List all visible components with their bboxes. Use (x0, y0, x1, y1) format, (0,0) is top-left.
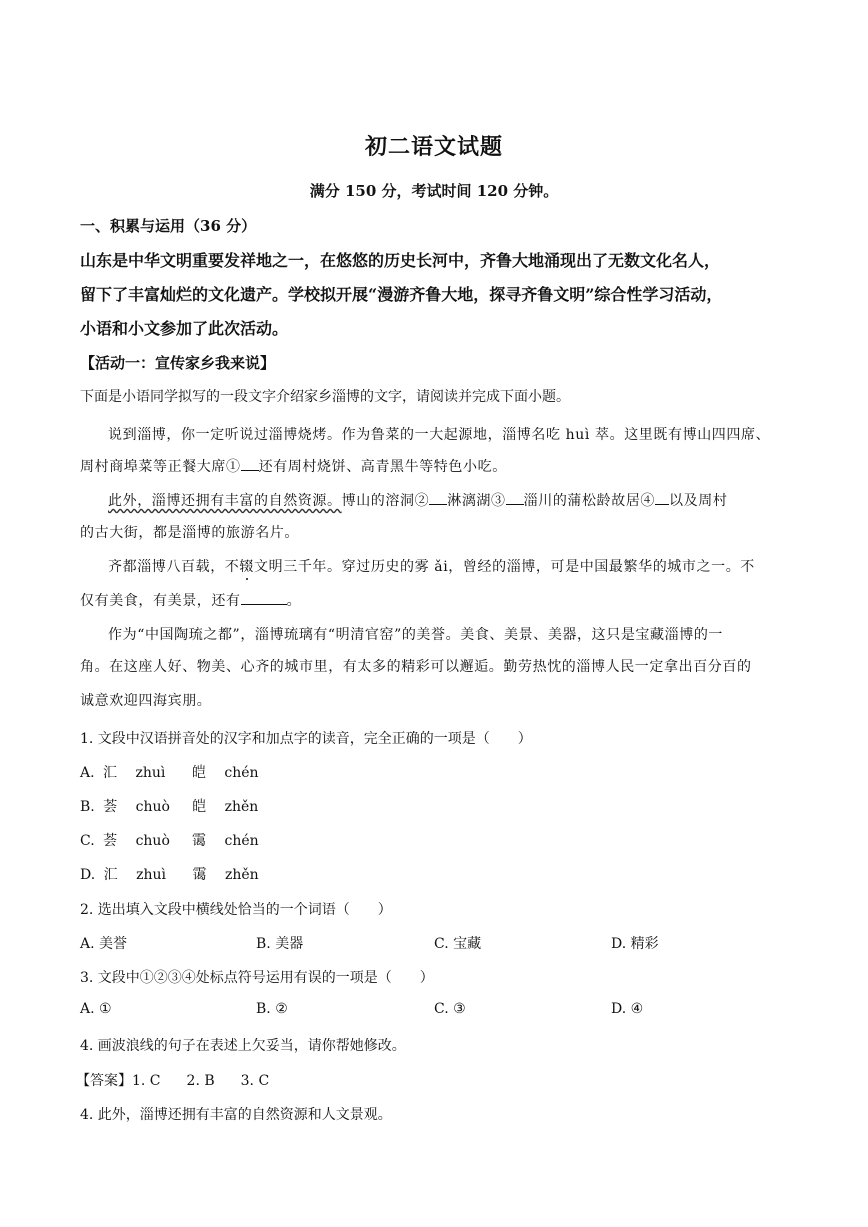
punctuation-blank (429, 490, 447, 505)
section-heading: 一、积累与运用（36 分） (80, 217, 257, 235)
option-letter: D. (80, 867, 96, 883)
answer-2: 2. B (186, 1073, 215, 1089)
q3-option-b: B. ② (256, 1001, 288, 1017)
dotted-character: 辍 (239, 559, 255, 575)
option-pinyin: zhuì (136, 867, 166, 883)
activity-heading: 【活动一：宣传家乡我来说】 (80, 354, 276, 372)
passage-text: 周村商埠菜等正餐大席① (80, 459, 241, 475)
exam-subtitle: 满分 150 分，考试时间 120 分钟。 (309, 182, 559, 200)
q1-option-a (80, 762, 259, 782)
q1-option-d (80, 864, 259, 884)
answer-line (76, 1070, 269, 1090)
punctuation-blank (655, 490, 669, 505)
passage-text: 还有周村烧饼、高青黑牛等特色小吃。 (258, 459, 507, 475)
passage-line (108, 490, 727, 510)
q1-option-c (80, 830, 259, 850)
punctuation-blank (241, 456, 259, 471)
option-char: 霭 (192, 833, 207, 849)
q3-option-d: D. ④ (611, 1001, 644, 1017)
passage-line: 作为“中国陶琉之都”，淄博琉璃有“明清官窑”的美誉。美食、美景、美器，这只是宝藏淄博的一 (108, 627, 724, 643)
passage-text: 淋漓湖③ (447, 493, 506, 509)
passage-text: 博山的溶洞② (341, 493, 430, 509)
option-letter: C. (80, 833, 95, 849)
q3-option-c: C. ③ (434, 1001, 466, 1017)
passage-text: 以及周村 (669, 493, 728, 509)
intro-line-1: 山东是中华文明重要发祥地之一，在悠悠的历史长河中，齐鲁大地涌现出了无数文化名人， (80, 251, 721, 270)
option-pinyin: chén (224, 833, 259, 849)
passage-text: 文明三千年。穿过历史的雾 ǎi，曾经的淄博，可是中国最繁华的城市之一。不 (254, 559, 755, 575)
q2-option-c: C. 宝藏 (434, 936, 482, 952)
page-title: 初二语文试题 (364, 134, 503, 160)
passage-text: 齐都淄博八百载，不 (108, 559, 240, 575)
option-char: 汇 (103, 765, 118, 781)
instruction-text: 下面是小语同学拟写的一段文字介绍家乡淄博的文字，请阅读并完成下面小题。 (80, 389, 570, 405)
option-char: 荟 (103, 799, 118, 815)
q1-option-b (80, 796, 258, 816)
punctuation-blank (506, 490, 524, 505)
passage-line (108, 556, 755, 576)
passage-line: 诚意欢迎四海宾朋。 (80, 693, 212, 709)
option-char: 汇 (103, 867, 118, 883)
intro-line-3: 小语和小文参加了此次活动。 (80, 319, 289, 338)
option-pinyin: zhěn (225, 867, 259, 883)
q2-option-a: A. 美誉 (80, 936, 128, 952)
option-letter: A. (80, 765, 95, 781)
option-char: 皑 (192, 799, 207, 815)
answer-1: 1. C (132, 1073, 161, 1089)
passage-text: 。 (286, 593, 302, 609)
question-1-stem: 1. 文段中汉语拼音处的汉字和加点字的读音，完全正确的一项是（ ） (80, 731, 532, 747)
option-char: 荟 (103, 833, 118, 849)
answer-3: 3. C (240, 1073, 270, 1089)
passage-line: 的古大街，都是淄博的旅游名片。 (80, 525, 299, 541)
option-pinyin: chuò (135, 833, 170, 849)
q2-option-d: D. 精彩 (611, 936, 659, 952)
option-char: 霭 (192, 867, 207, 883)
passage-line (80, 590, 301, 610)
option-char: 皑 (191, 765, 206, 781)
q2-option-b: B. 美器 (256, 936, 304, 952)
answer-4: 4. 此外，淄博还拥有丰富的自然资源和人文景观。 (80, 1107, 392, 1123)
option-pinyin: chén (224, 765, 259, 781)
passage-line (80, 456, 507, 476)
passage-text: 淄川的蒲松龄故居④ (523, 493, 656, 509)
passage-line: 说到淄博，你一定听说过淄博烧烤。作为鲁菜的一大起源地，淄博名吃 huì 萃。这里既有博山四四席、 (108, 427, 771, 443)
fill-blank (241, 590, 287, 605)
option-pinyin: zhuì (135, 765, 166, 781)
option-pinyin: chuò (135, 799, 170, 815)
option-pinyin: zhěn (224, 799, 259, 815)
passage-line: 角。在这座人好、物美、心齐的城市里，有太多的精彩可以邂逅。勤劳热忱的淄博人民一定拿出百分百的 (80, 659, 752, 675)
answer-label: 【答案】 (76, 1073, 132, 1089)
passage-text: 仅有美食，有美景，还有 (80, 593, 241, 609)
question-2-stem: 2. 选出填入文段中横线处恰当的一个词语（ ） (80, 902, 392, 918)
option-letter: B. (80, 799, 95, 815)
q3-option-a: A. ① (80, 1001, 112, 1017)
wavy-sentence: 此外，淄博还拥有丰富的自然资源。 (108, 493, 342, 509)
intro-line-2: 留下了丰富灿烂的文化遗产。学校拟开展“漫游齐鲁大地，探寻齐鲁文明”综合性学习活动， (80, 285, 723, 304)
question-3-stem: 3. 文段中①②③④处标点符号运用有误的一项是（ ） (80, 970, 434, 986)
question-4-stem: 4. 画波浪线的句子在表述上欠妥当，请你帮她修改。 (80, 1038, 406, 1054)
